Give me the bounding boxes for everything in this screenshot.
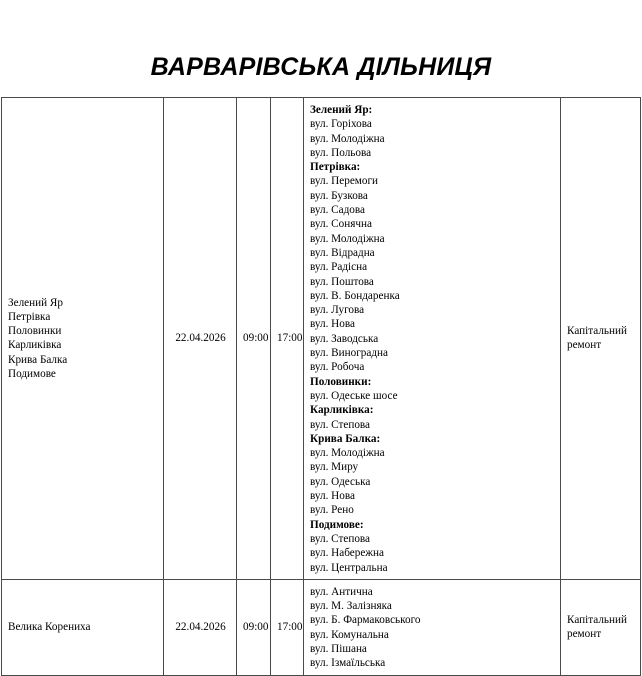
addresses-cell [304,98,561,580]
address-item: вул. Молодіжна [310,232,385,245]
address-item: вул. Робоча [310,361,365,374]
outage-schedule-table [1,97,641,676]
address-group-title: Зелений Яр: [310,104,373,116]
start-time-cell [237,98,271,580]
locality-list [8,620,158,634]
address-item: вул. Горіхова [310,118,372,131]
address-group-title: Петрівка: [310,161,361,174]
end-time-value: 17:00 [277,332,303,345]
address-group-title: Крива Балка: [310,432,381,445]
work-type-value: Капітальний ремонт [567,613,627,641]
address-list [310,103,555,575]
address-item: вул. Польова [310,146,372,159]
address-item: вул. Одеська [310,475,371,488]
address-group-title: Подимове: [310,518,364,531]
address-item: вул. Заводська [310,332,379,345]
page-title: ВАРВАРІВСЬКА ДІЛЬНИЦЯ [150,53,492,81]
address-item: вул. Степова [310,418,371,431]
address-item: вул. Відрадна [310,246,375,259]
end-time-cell [271,98,304,580]
work-type-value: Капітальний ремонт [567,325,627,352]
schedule-table-body [2,98,641,676]
locality-cell [2,579,164,675]
locality-cell [2,98,164,580]
work-type-cell [561,579,641,675]
locality-item: Петрівка [8,310,51,323]
locality-item: Половинки [8,325,62,338]
address-item: вул. В. Бондаренка [310,289,400,302]
address-item: вул. Поштова [310,275,374,288]
address-item: вул. Б. Фармаковського [310,614,421,627]
address-item: вул. Пішана [310,642,367,655]
start-time-value: 09:00 [243,332,269,345]
address-item: вул. Нова [310,490,355,503]
end-time-cell [271,579,304,675]
address-list [310,585,555,671]
address-item: вул. Рено [310,504,354,517]
locality-item: Зелений Яр [8,296,63,309]
address-group-title: Половинки: [310,375,372,388]
address-item: вул. Нова [310,318,355,331]
addresses-cell [304,579,561,675]
address-item: вул. Молодіжна [310,447,385,460]
date-cell [164,98,237,580]
address-item: вул. Радісна [310,261,368,274]
address-item: вул. Бузкова [310,189,368,202]
address-group-title: Карликівка: [310,404,374,417]
address-item: вул. Антична [310,585,373,598]
locality-item: Подимове [8,367,56,380]
start-time-cell [237,579,271,675]
locality-list [8,296,158,382]
address-item: вул. Виноградна [310,347,389,360]
date-value: 22.04.2026 [175,332,226,345]
work-type-cell [561,98,641,580]
locality-item: Крива Балка [8,353,68,366]
date-value: 22.04.2026 [175,621,226,634]
address-item: вул. Лугова [310,304,365,317]
address-item: вул. Ізмаїльська [310,657,386,670]
address-item: вул. Молодіжна [310,132,385,145]
table-row [2,579,641,675]
address-item: вул. Комунальна [310,628,389,641]
start-time-value: 09:00 [243,621,269,634]
end-time-value: 17:00 [277,621,303,634]
address-item: вул. Одеське шосе [310,389,398,402]
locality-item: Карликівка [8,339,62,352]
address-item: вул. Центральна [310,561,388,574]
address-item: вул. Степова [310,532,371,545]
address-item: вул. Набережна [310,547,384,560]
address-item: вул. М. Залізняка [310,600,392,613]
table-row [2,98,641,580]
address-item: вул. Перемоги [310,175,379,188]
address-item: вул. Садова [310,204,365,217]
address-item: вул. Сонячна [310,218,372,231]
date-cell [164,579,237,675]
locality-item: Велика Корениха [8,621,91,634]
address-item: вул. Миру [310,461,359,474]
